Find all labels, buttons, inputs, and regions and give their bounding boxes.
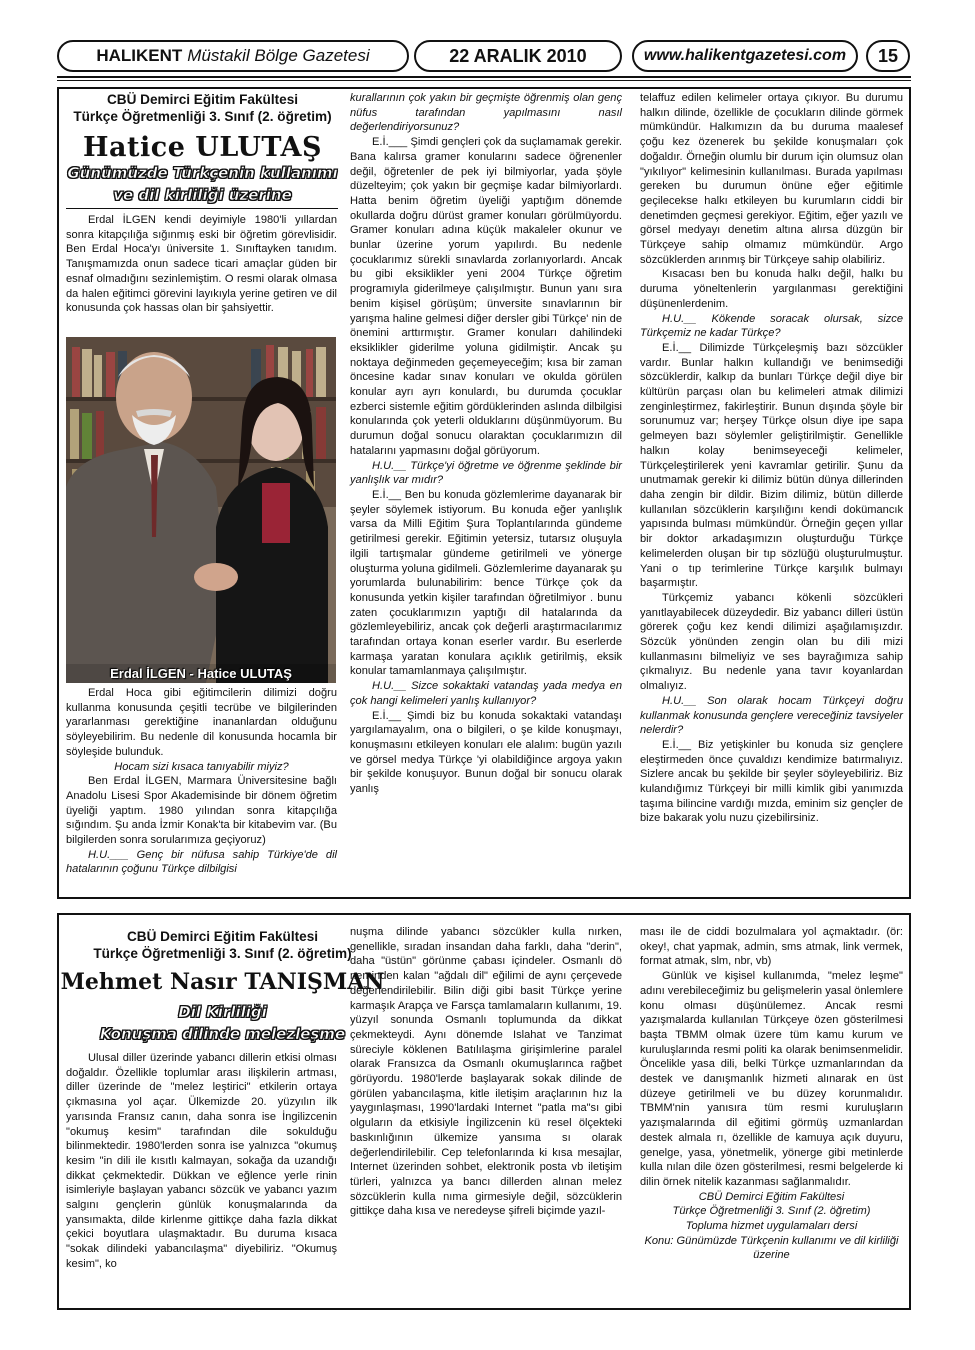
article1-col3-paragraph: telaffuz edilen kelimeler ortaya çıkıyor. Bu durumu halkın dilinde, özellikle de çocukların dilinde görmek mümkündür. Halkımızın da bu duruma maalesef çoğu kez özenerek bu şekilde konuşmaları çok doğaldır. Örneğin olumlu bir durum için olumsuz olan "yıkılıyor" kelimesinin kullanılması. Burada yapılması gereken bu durumun önüne eğer eğitimle geçilecekse halkı etkileyen bu kurumların ciddi bir denetimden geçmesi gerekiyor. Eğitim, eğer yazılı ve görsel medyayı denetim altına alırsa düzgün bir Türkçeye sahip olmamız mümkündür. Argo sözcüklerden arınmış bir Türkçeye sahip olabiliriz.	[640, 92, 903, 266]
article1-subtitle-line2: ve dil kirliliği üzerine	[113, 186, 292, 204]
article1-school-line1: CBÜ Demirci Eğitim Fakültesi	[106, 92, 299, 107]
newspaper-name	[57, 40, 409, 72]
article2-school	[60, 929, 385, 962]
article2-column-1	[66, 1051, 337, 1272]
article1-col1-question: Hocam sizi kısaca tanıyabilir miyiz?	[114, 760, 289, 773]
article2-column-2	[350, 925, 622, 1219]
article1-col2-answer: E.İ.__ Şimdi biz bu konuda sokaktaki vatandaşı yargılamayalım, ona o bilgileri, o şe kilde konuşmayı, konuşmasını etkileyen konuları ele alalım: bugün yazılı ve görsel medya Türkçe 'yi olabildiğince argoya yakın bir şekilde konuşuyor. Bunun doğal bir sonucu olarak yanlış	[350, 709, 622, 796]
article2-school-line2: Türkçe Öğretmenliği 3. Sınıf (2. öğretim)	[93, 945, 352, 961]
article1-title-rule	[66, 208, 338, 209]
article1-intro	[66, 213, 337, 316]
article2-col2-paragraph: nuşma dilinde yabancı sözcükler kulla nırken, genellikle, sıradan insandan daha farklı, daha "derin", daha "üstün" görünme çabası içindeler. Osmanlı dö neminden kalan "ağdalı dil" eğilimi de aynı çerçevede değerlendirilebilir. Bilin diği gibi basit Türkçe yerine karmaşık Arapça ve Farsça tamlamaların kullanımı, 19. yüzyıl sonunda Osmanlı toplumunda da dikkat çekmekteydi. Aynı dönemde Islahat ve Tanzimat süreciyle köklenen Batılılaşma girişimlerine paralel olarak Fransızca da Osmanlı okumuşlarınca rağbet görüyordu. 1980'lerde başlayarak sokak dilinde de görülen yabancılaşma, kitle iletişim araçlarının hız la yaygınlaşması, 1990'lardaki Internet "patla ma"sı gibi olguların da etkisiyle İngilizcenin kü resel ölçekteki baskınlığının ülkemize yansıma sı olarak değerlendirilebilir. Cep telefonlarında ki kısa mesajlar, Internet üzerinden sohbet, elektronik posta vb iletişim türleri, yalnızca ya bancı dillerden alınan melez sözcüklerin kulla nıma girmesiyle değil, sözcüklerin gittikçe daha kısa ve neredeyse şifreli biçimde yazıl-	[350, 926, 622, 1218]
article1-col2-question: kurallarının çok yakın bir geçmişte öğrenmiş olan genç nüfus tarafından yapılmasını nasıl değerlendiriyorsunuz?	[350, 92, 622, 134]
article1-col3-answer: E.İ.__ Dilimizde Türkçeleşmiş bazı sözcükler vardır. Bunlar halkın kullandığı ve benimsediği sözcüklerdir, kalkıp da bunları Türkçe değil diye bir kültürün parçası olan bu kelimeleri atmak dilimizi zenginleştirmez, fakirleştirir. Bunun dışında şöyle bir sorunumuz var; herşey Türkçe olsun diye ipe sapa gelmeyen bazı söylemler geliştirilmiştir. Genellikle halkın kolay benimseyeceği kelimeler, Türkçeleştirilerek yeni kavramlar getirilir. Şunu da unutmamak gerekir ki dilimiz bütün dünya dillerinden daha zengin bir dildir. Bizim dilimiz, bütün dillerde kullanılan sözcüklerin karşılığını kendi dokümancık yapısında bulması mümkündür. Örneğin geçen yıllar bir doktor arkadaşımızın oluşturduğu Türkçe kelimelerden oluşan bir tıp sözlüğü oluşturulmuştur. Yani o tıp terimlerine Türkçe karşılık bulmayı başarmıştır.	[640, 341, 903, 590]
article1-col2-answer: E.İ.___ Şimdi gençleri çok da suçlamamak gerekir. Bana kalırsa gramer konularını sadece öğrenenler değil, öğretenler de pek iyi bilmiyorlar, yada şöyle düzelteyim; çok yakın bir geçmişe kadar bilmiyorlardı. Hatta benim öğretim üyeliği yaptığım dönemde okullarda doğru dürüst gramer konuları görülmüyordu. Gramer konuları adına küçük makaleler okunur ve bunlar üzerine yorum yapılırdı. Bu nedenle çocuklarımız sürekli sınavlarda zorlanıyorlardı. Ancak bu gibi eksiklikler yeni 2004 Türkçe öğretim programıyla giderilmeye çalışılmıştır. Bunun yanı sıra benim kişisel görüşüm; ünversite sınavlarının bir yarışma haline gelmesi diğer dersler gibi Türkçe' nin de önemini arttırmıştır. Gramer konuları dahilindeki eksiklikler giderilme yoluna gidilmiştir. Ancak şu noktaya değinmeden geçemeyeceğim; kısa bir zaman öncesine kadar sınav konuları ve okulda görülen konular ayrı ayrı konulardı, bu durumda çocuklar ezberci sistemle eğitim gördüklerinden aslında dilbilgisi konularında çok yeterli olduklarını düşünmüyorum. Bu durumun doğal sonucu olaraktan çocuklarımızın dil hatalarını yapmasını doğal görüyorum.	[350, 136, 622, 457]
article1-school	[60, 92, 345, 125]
article1-subtitle-line1: Günümüzde Türkçenin kullanımı	[67, 164, 338, 182]
article2-col3-paragraph: Günlük ve kişisel kullanımda, "melez leşme" adını verebileceğimiz bu gelişmelerin yasal önlemlere konu olması düşünülemez. Ancak resmi yazışmalarda kullanılan Türkçeye özen gösterilmesi başta TBMM olmak üzere tüm kamu kurum ve kuruluşlarında resmi politi ka olarak benimsenmelidir. Öncelikle yasa dili, belki Türkçe uzmanlarından da destek ve danışmanlık hizmeti alınarak en üst düzeye getirilmeli ve bu düzey korunmalıdır. TBMM'nin yanısıra tüm resmi kuruluşların yazışmalarında dil eğitimi görmüş uzmanlardan destek almala rı, özellikle de kamuya açık duyuru, genelge, yasa, yönetmelik, yönerge gibi metinlerde kulla nılan dile özen gösterilmesi, resmi belgelerde ki dilin örnek nitelik kazanması sağlanmalıdır.	[640, 970, 903, 1188]
article1-col3-question: H.U.__ Kökende soracak olursak, sizce Türkçemiz ne kadar Türkçe?	[640, 312, 903, 340]
article1-col3-paragraph: Türkçemiz yabancı kökenli sözcükleri yanıtlayabilecek düzeydedir. Biz yabancı dilleri üstün görerek çoğu kez kendi dilimizi aşağılamışızdır. Sözcük yönünden zengin olan bu dili mizi kullanmasını bilmeliyiz ve ses bayrağımıza sahip çıkmalıyız. Bu nedenle yana tavır koyanlardan olmalıyız.	[640, 591, 903, 693]
photo-caption: Erdal İLGEN - Hatice ULUTAŞ	[66, 664, 336, 683]
interview-photo	[66, 337, 336, 683]
article2-credit-line3: Topluma hizmet uygulamaları dersi	[685, 1220, 858, 1233]
page-number: 15	[866, 40, 910, 72]
article1-column-1	[66, 686, 337, 877]
article1-col2-question: H.U.__ Sizce sokaktaki vatandaş yada medya en çok hangi kelimeleri yanlış kullanıyor?	[350, 680, 622, 707]
article1-intro-paragraph: Erdal İLGEN kendi deyimiyle 1980'li yıllardan sonra kitapçılığa sığınmış eski bir öğretim görevlisidir. Ben Erdal Hoca'yı üniversite 1. Sınıftayken tanıdım. Tanışmamızda onun sadece ticari amaçlar güden bir esnaf olmadığını sezinlemiştim. O resmi olarak olmasa da halen eğitimci görevini layıkıyla yerine getiren ve dil konusunda çok hassas olan bir şahsiyettir.	[66, 214, 337, 315]
article1-col2-question: H.U.__ Türkçe'yi öğretme ve öğrenme şeklinde bir yanlışlık var mıdır?	[350, 459, 622, 487]
article2-credit-line4: Konu: Günümüzde Türkçenin kullanımı ve dil kirliliği üzerine	[644, 1234, 899, 1262]
article1-column-3	[640, 91, 903, 826]
article1-col1-paragraph: Erdal Hoca gibi eğitimcilerin dilimizi doğru kullanma konusunda çeşitli tecrübe ve bilgilerinden yararlanması gerektiğine inananlardan olduğunu söyleyebilirim. Bu nedenle dil konusunda hocamla bir söyleşide bulunduk.	[66, 687, 337, 758]
article2-col1-paragraph: Ulusal diller üzerinde yabancı dillerin etkisi olması doğaldır. Özellikle toplumlar arası ilişkilerin artması, diller üzerinde de "melez leştirici" etkilerin ortaya çıkmasına yol açar. Ülkemizde 20. yüzyılın ilk yarısında Fransız canın, daha sonra ise İngilizcenin "okumuş kesim" tarafından dile sokulduğu bilinmektedir. 1980'lerden sonra ise yalnızca "okumuş kesim "in dili ile kısıtlı kalmayan, sokağa da uzandığı dikkat çekmektedir. Dükkan ve eğlence yerle rinin isimleriyle başlayan yabancı sözcük ve yabancı yazım salgını gençlerin günlük konuşmalarında da yansımakta, dilde kirlenme gittikçe daha fazla dikkat çekici boyutlara ulaşmaktadır. Bu duruma kısaca "sokak dilindeki yabancılaşma" diyebiliriz. "Okumuş kesim", ko	[66, 1052, 337, 1270]
article1-col3-paragraph: Kısacası ben bu konuda halkı değil, halkı bu duruma yöneltenlerin yargılanması gerektiğini düşünenlerdenim.	[640, 268, 903, 310]
article2-subtitle	[60, 1001, 385, 1045]
article1-col3-question: H.U.__ Son olarak hocam Türkçeyi doğru kullanmak konusunda gençlere vereceğiniz tavsiyeler nelerdir?	[640, 694, 903, 737]
article2-credit-line1: CBÜ Demirci Eğitim Fakültesi	[698, 1190, 845, 1203]
article1-col2-answer: E.İ.__ Ben bu konuda gözlemlerime dayanarak bir şeyler söylemek istiyorum. Bu konuda eğer yanlışlık varsa da Milli Eğitim Şura Toplantılarında gündeme getirilmesi gerekir. Eğitimin yetersiz, tutarsız oluşuyla ilgili tartışmalar gündeme getirilmeli ve yönerge oluşturma yoluna gidilmeli. Gözlemlerime dayanarak şu yorumlarda bulunabilirim: bence Türkçe çok da konusunda yetkin kişiler tarafından öğretilmiyor . bunu zaten çocuklarımızın yaptığı dil hatalarında da gözlemleyebiliriz, ancak çok değerli araştırmacılarımız tarafından ortaya konan eserler vardır. Bu eserlerde karmaşa yaratan konulara açıklık getirilmiş, eksik konular tamamlanmaya çalışılmıştır.	[350, 488, 622, 678]
article1-school-line2: Türkçe Öğretmenliği 3. Sınıf (2. öğretim)	[73, 108, 332, 124]
article1-author: Hatice ULUTAŞ	[83, 132, 322, 163]
article2-column-3	[640, 925, 903, 1263]
handshake-graphic	[194, 563, 238, 591]
article1-col1-question: H.U.___ Genç bir nüfusa sahip Türkiye'de dil hatalarının çoğunu Türkçe dilbilgisi	[66, 848, 337, 876]
article2-subtitle-line2: Konuşma dilinde melezleşme	[99, 1025, 346, 1043]
article2-subtitle-line1: Dil Kirliliği	[178, 1003, 267, 1021]
article2-credit-line2: Türkçe Öğretmenliği 3. Sınıf (2. öğretim)	[672, 1205, 871, 1218]
newspaper-name-italic: Müstakil Bölge Gazetesi	[187, 46, 370, 65]
article2-school-line1: CBÜ Demirci Eğitim Fakültesi	[126, 929, 319, 944]
issue-date: 22 ARALIK 2010	[414, 40, 622, 72]
article1-column-2	[350, 91, 622, 797]
interview-photo-image	[66, 337, 336, 683]
header-divider	[57, 76, 911, 78]
article2-col3-paragraph: ması ile de ciddi bozulmalara yol açmaktadır. (ör: okey!, chat yapmak, admin, sms atmak, link vermek, format atmak, slm, nbr, vb)	[640, 926, 903, 968]
newspaper-name-bold: HALIKENT	[96, 46, 183, 65]
article1-col3-answer: E.İ.__ Biz yetişkinler bu konuda siz gençlere eleştirmeden önce çuvaldızı kendimize batırmalıyız. Sizlere ancak bu şekilde bir şeyler söyleyebiliriz. Biz kulandığımız Türkçeyi bir milli kimlik gibi yanımızda taşıma bilincine vardığı mızda, eminim siz gençler de bize bakarak yolu nuzu çizebilirsiniz.	[640, 738, 903, 825]
header-divider-thin	[57, 80, 911, 81]
website-link[interactable]: www.halikentgazetesi.com	[632, 40, 858, 72]
article1-subtitle	[60, 162, 345, 206]
article2-author: Mehmet Nasır TANIŞMAN	[60, 969, 385, 995]
article1-col1-paragraph: Ben Erdal İLGEN, Marmara Üniversitesine bağlı Anadolu Lisesi Spor Akademisinde bir dönem öğretim üyeliği yaptım. 1980 yılından sonra kitapçılığa sığındım. Şu anda İzmir Konak'ta bir kitabevim var. (Bu bilgilerden sonra sorularımıza geçiyoruz)	[66, 775, 337, 847]
